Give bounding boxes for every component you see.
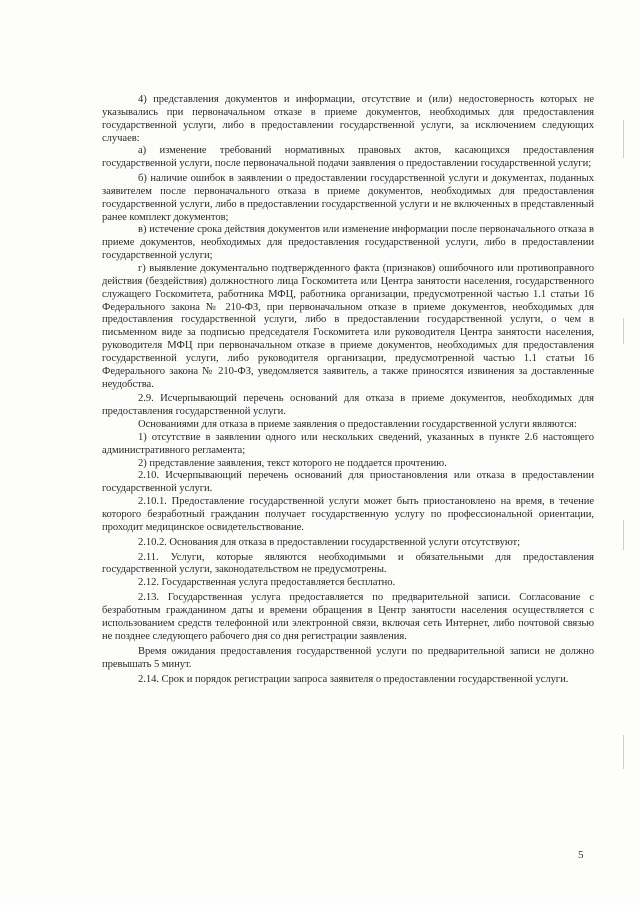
paragraph-subitem-b: б) наличие ошибок в заявлении о предоставлении государственной услуги и документах, поданных заявителем после первоначального отказа в приеме документов, необходимых для предоставления государственной услуги, либо в предоставлении государственной услуги и не включенных в представленный ранее комплект документов;	[102, 173, 594, 223]
paragraph-section-2-10-2: 2.10.2. Основания для отказа в предоставлении государственной услуги отсутствуют;	[138, 536, 521, 548]
paragraph-section-2-9: 2.9. Исчерпывающий перечень оснований для отказа в приеме документов, необходимых для предоставления государственной услуги.	[102, 393, 594, 418]
paragraph-section-2-13: 2.13. Государственная услуга предоставляется по предварительной записи. Согласование с безработным гражданином даты и времени обращения в Центр занятости населения осуществляется с использованием средств телефонной или электронной связи, включая сеть Интернет, либо почтовой связью не позднее следующего рабочего дня со дня регистрации заявления.	[102, 592, 594, 642]
paragraph-ground-2: 2) представление заявления, текст которого не поддается прочтению.	[138, 457, 447, 469]
paragraph-ground-1: 1) отсутствие в заявлении одного или нескольких сведений, указанных в пункте 2.6 настоящего административного регламента;	[102, 431, 594, 456]
paragraph-section-2-10: 2.10. Исчерпывающий перечень оснований для приостановления или отказа в предоставлении государственной услуги.	[102, 470, 594, 495]
paragraph-item-4: 4) представления документов и информации, отсутствие и (или) недостоверность которых не указывались при первоначальном отказе в приеме документов, необходимых для предоставления государственной услуги, либо в предоставлении государственной услуги, за исключением следующих случаев:	[102, 94, 594, 144]
paragraph-waiting-time: Время ожидания предоставления государственной услуги по предварительной записи не должно превышать 5 минут.	[102, 646, 594, 671]
scan-edge-mark	[623, 520, 624, 550]
document-body	[102, 94, 594, 687]
paragraph-subitem-a: а) изменение требований нормативных правовых актов, касающихся предоставления государственной услуги, после первоначальной подачи заявления о предоставлении государственной услуги;	[102, 145, 594, 170]
paragraph-section-2-12: 2.12. Государственная услуга предоставляется бесплатно.	[138, 577, 396, 589]
scan-edge-mark	[623, 318, 624, 344]
scan-edge-mark	[623, 735, 624, 769]
paragraph-section-2-10-1: 2.10.1. Предоставление государственной услуги может быть приостановлено на время, в течение которого безработный гражданин получает государственную услугу по профессиональной ориентации, проходит медицинское освидетельствование.	[102, 496, 594, 533]
paragraph-section-2-14: 2.14. Срок и порядок регистрации запроса заявителя о предоставлении государственной услуги.	[138, 674, 569, 686]
paragraph-section-2-11: 2.11. Услуги, которые являются необходимыми и обязательными для предоставления государственной услуги, законодательством не предусмотрены.	[102, 551, 594, 576]
paragraph-subitem-g: г) выявление документально подтвержденного факта (признаков) ошибочного или противоправного действия (бездействия) должностного лица Госкомитета или Центра занятости населения, государственного служащего Госкомитета, работника МФЦ, работника организации, предусмотренной частью 1.1 статьи 16 Федерального закона № 210-ФЗ, при первоначальном отказе в приеме документов, необходимых для предоставления государственной услуги, либо в предоставлении государственной услуги, о чем в письменном виде за подписью председателя Госкомитета или руководителя Центра занятости населения, руководителя МФЦ при первоначальном отказе в приеме документов, необходимых для предоставления государственной услуги, либо руководителя организации, предусмотренной частью 1.1 статьи 16 Федерального закона № 210-ФЗ, уведомляется заявитель, а также приносятся извинения за доставленные неудобства.	[102, 262, 594, 390]
paragraph-subitem-v: в) истечение срока действия документов или изменение информации после первоначального отказа в приеме документов, необходимых для предоставления государственной услуги, либо в предоставлении государственной услуги;	[102, 224, 594, 262]
paragraph-refusal-grounds: Основаниями для отказа в приеме заявления о предоставлении государственной услуги являются:	[138, 419, 577, 431]
scan-edge-mark	[623, 120, 624, 158]
page-number: 5	[578, 849, 584, 861]
